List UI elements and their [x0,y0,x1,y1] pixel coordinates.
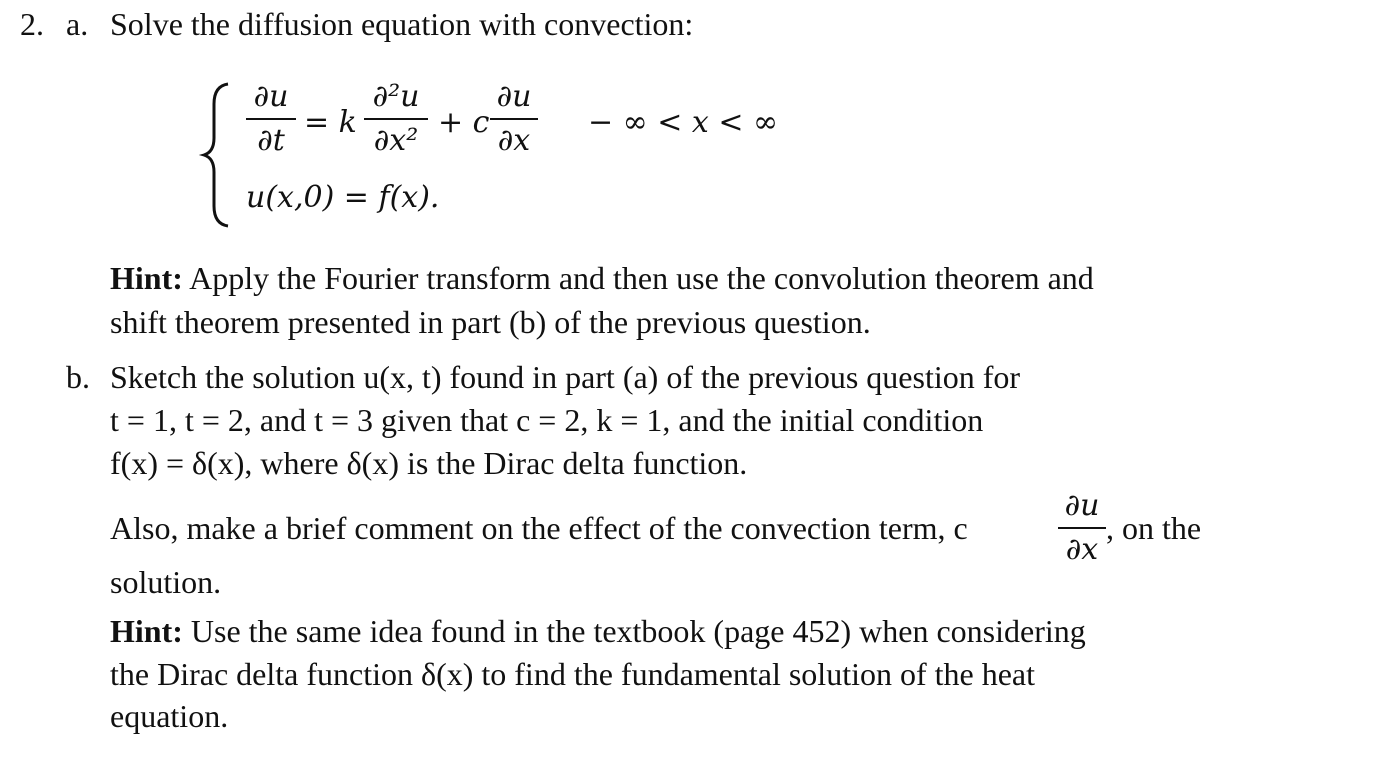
hint-text: Use the same idea found in the textbook (page 452) when considering [182,613,1086,649]
convection-numerator: ∂u [1064,488,1100,523]
du-dt-fraction [246,79,296,158]
part-a-prompt: Solve the diffusion equation with convection: [110,6,694,42]
convection-denominator: ∂x [1065,532,1099,567]
equals-k: = k [304,105,357,140]
part-b-line1: Sketch the solution u(x, t) found in part (a) of the previous question for [110,359,1021,395]
hint-text: Apply the Fourier transform and then use the convolution theorem and [182,260,1094,296]
part-b-line3: f(x) = δ(x), where δ(x) is the Dirac delta function. [110,445,748,481]
solution-word: solution. [110,564,222,600]
part-b-hint-line1 [110,615,1086,647]
part-a-hint-line1 [110,262,1094,294]
fraction-bar [490,118,538,120]
fraction-bar [1058,527,1106,529]
hint-label: Hint: [110,260,183,296]
du-dx-fraction [490,79,538,158]
domain-inequality: − ∞ < x < ∞ [588,105,778,140]
convection-comment-tail: , on the [1106,510,1202,546]
convection-fraction [1058,488,1106,567]
part-a-hint-line2: shift theorem presented in part (b) of the previous question. [110,304,871,340]
part-b-hint-line2: the Dirac delta function δ(x) to find the fundamental solution of the heat [110,656,1036,692]
part-b-line2: t = 1, t = 2, and t = 3 given that c = 2, k = 1, and the initial condition [110,402,984,438]
hint-label: Hint: [110,613,183,649]
d2u-numerator: ∂²u [372,79,420,114]
du-dt-numerator: ∂u [253,79,289,114]
du-dt-denominator: ∂t [257,123,285,158]
fraction-bar [364,118,428,120]
part-a-label: a. [66,6,89,42]
d2u-dx2-fraction [364,79,428,158]
du-dx-denominator: ∂x [497,123,531,158]
question-number: 2. [20,6,44,42]
left-brace [198,80,238,230]
part-b-label: b. [66,359,90,395]
part-b-hint-line3: equation. [110,698,229,734]
plus-c: + c [438,105,490,140]
fraction-bar [246,118,296,120]
dx2-denominator: ∂x² [373,123,419,158]
du-dx-numerator: ∂u [496,79,532,114]
initial-condition: u(x,0) = f(x). [246,180,440,215]
convection-comment-text: Also, make a brief comment on the effect of the convection term, c [110,510,968,546]
